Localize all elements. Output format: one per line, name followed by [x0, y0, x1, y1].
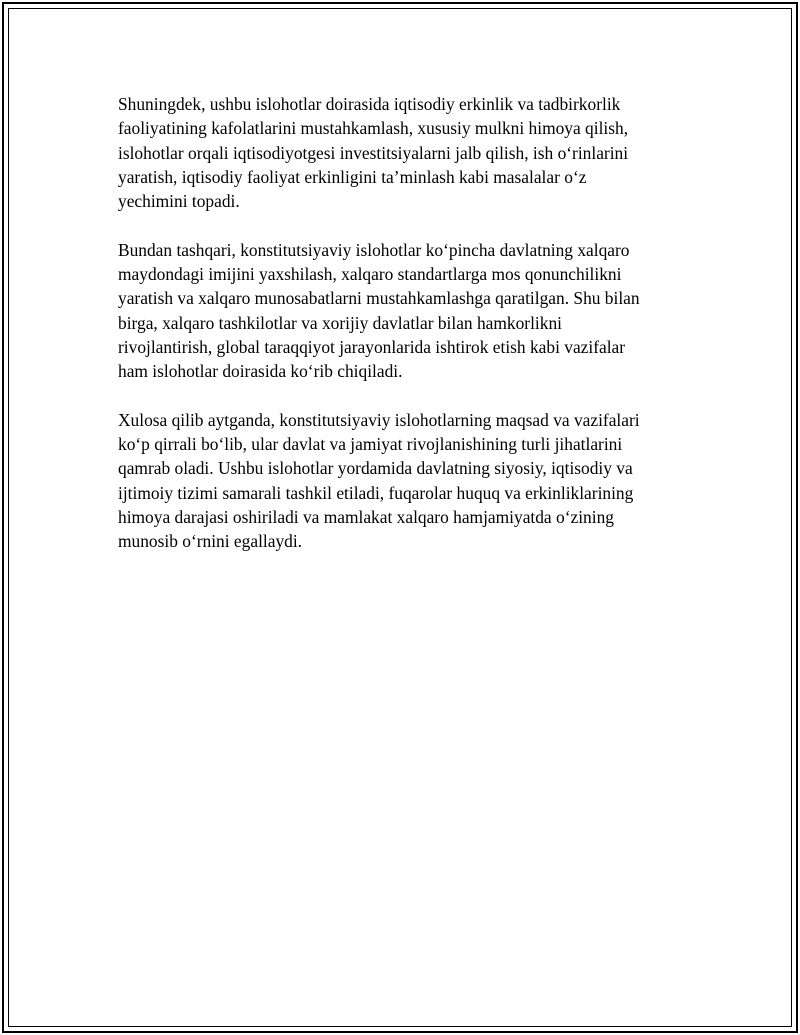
paragraph-3: Xulosa qilib aytganda, konstitutsiyaviy islohotlarning maqsad va vazifalari ko‘p qirrali bo‘lib, ular davlat va jamiyat rivojlanishining turli jihatlarini qamrab oladi. Ushbu islohotlar yordamida davlatning siyosiy, iqtisodiy va ijtimoiy tizimi samarali tashkil etiladi, fuqarolar huquq va erkinliklarining himoya darajasi oshiriladi va mamlakat xalqaro hamjamiyatda o‘zining munosib o‘rnini egallaydi. [118, 409, 640, 552]
paragraph-1: Shuningdek, ushbu islohotlar doirasida iqtisodiy erkinlik va tadbirkorlik faoliyatining kafolatlarini mustahkamlash, xususiy mulkni himoya qilish, islohotlar orqali iqtisodiyotgesi investitsiyalarni jalb qilish, ish o‘rinlarini yaratish, iqtisodiy faoliyat erkinligini ta’minlash kabi masalalar o‘z yechimini topadi. [118, 94, 629, 212]
document-body [118, 92, 703, 578]
paragraph-2: Bundan tashqari, konstitutsiyaviy islohotlar ko‘pincha davlatning xalqaro maydondagi imijini yaxshilash, xalqaro standartlarga mos qonunchilikni yaratish va xalqaro munosabatlarni mustahkamlashga qaratilgan. Shu bilan birga, xalqaro tashkilotlar va xorijiy davlatlar bilan hamkorlikni rivojlantirish, global taraqqiyot jarayonlarida ishtirok etish kabi vazifalar ham islohotlar doirasida ko‘rib chiqiladi. [118, 239, 640, 382]
